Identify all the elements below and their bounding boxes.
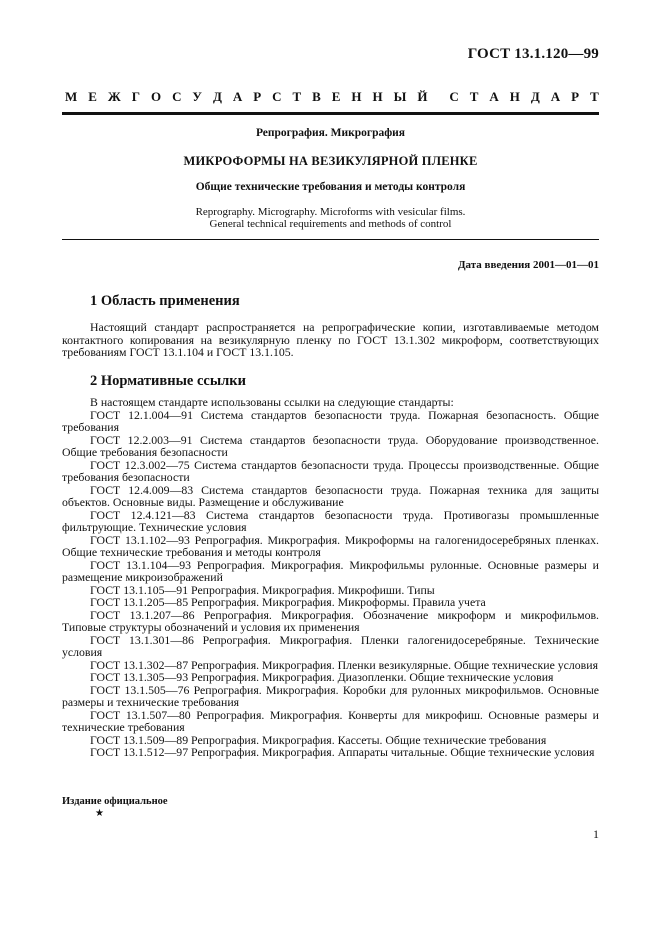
banner-letter: С [449, 89, 459, 104]
reference-item: ГОСТ 13.1.512—97 Репрография. Микрография. Аппараты читальные. Общие технические условия [90, 745, 595, 759]
reference-item: ГОСТ 13.1.102—93 Репрография. Микрография. Микроформы на галогенидосеребряных пленках. Общие технические требования и методы контроля [62, 532, 599, 559]
banner-letter: А [232, 89, 243, 104]
reference-item: ГОСТ 13.1.505—76 Репрография. Микрография. Коробки для рулонных микрофильмов. Основные размеры и технические требования [62, 682, 599, 709]
banner-letter: Т [292, 89, 302, 104]
banner-letter: Т [590, 89, 599, 104]
introduction-date: Дата введения 2001—01—01 [457, 259, 599, 271]
section-1-text: Настоящий стандарт распространяется на репрографические копии, изготавливаемые методом контактного копирования на везикулярную пленку по ГОСТ 13.1.302 микроформ, соответствующих требованиям ГОСТ 13.1.104 и ГОСТ 13.1.105. [62, 320, 599, 359]
english-title [62, 206, 599, 230]
banner-letter: А [550, 89, 561, 104]
banner-letter: М [65, 89, 78, 104]
banner-letter: Н [351, 89, 362, 104]
banner-letter: У [192, 89, 202, 104]
reference-item: ГОСТ 13.1.509—89 Репрография. Микрография. Кассеты. Общие технические требования [90, 732, 547, 747]
banner-letter: Д [530, 89, 540, 104]
references-intro: В настоящем стандарте использованы ссылки на следующие стандарты: [90, 395, 454, 409]
reference-item: ГОСТ 12.1.004—91 Система стандартов безопасности труда. Пожарная безопасность. Общие требования [62, 407, 599, 434]
banner-letter: Г [131, 89, 140, 104]
page-number: 1 [593, 827, 599, 841]
interstate-standard-banner [65, 89, 599, 105]
normative-references-list [62, 396, 599, 759]
banner-letter: В [312, 89, 321, 104]
reference-item: ГОСТ 12.2.003—91 Система стандартов безопасности труда. Оборудование производственное. Общие требования безопасности [62, 432, 599, 459]
document-topic: Репрография. Микрография [255, 127, 406, 139]
english-title-line-1: Reprography. Micrography. Microforms with vesicular films. [195, 206, 466, 218]
reference-item: ГОСТ 12.3.002—75 Система стандартов безопасности труда. Процессы производственные. Общие требования безопасности [62, 457, 599, 484]
reference-item: ГОСТ 12.4.009—83 Система стандартов безопасности труда. Пожарная техника для защиты объектов. Основные виды. Размещение и обслуживание [62, 482, 599, 509]
banner-letter: Н [372, 89, 383, 104]
reference-item: ГОСТ 13.1.205—85 Репрография. Микрография. Микроформы. Правила учета [90, 595, 486, 609]
reference-item: ГОСТ 13.1.105—91 Репрография. Микрография. Микрофиши. Типы [90, 582, 435, 597]
banner-letter: Н [509, 89, 520, 104]
document-title: МИКРОФОРМЫ НА ВЕЗИКУЛЯРНОЙ ПЛЕНКЕ [183, 154, 478, 168]
reference-item: ГОСТ 12.4.121—83 Система стандартов безопасности труда. Противогазы промышленные фильтрующие. Технические условия [62, 507, 599, 534]
reference-item: ГОСТ 13.1.301—86 Репрография. Микрография. Пленки галогенидосеребряные. Технические условия [62, 632, 599, 659]
banner-letter: Д [212, 89, 222, 104]
section-2-heading: 2 Нормативные ссылки [90, 373, 246, 389]
document-subtitle: Общие технические требования и методы контроля [195, 181, 466, 193]
reference-item: ГОСТ 13.1.305—93 Репрография. Микрография. Диазопленки. Общие технические условия [90, 670, 554, 684]
reference-item: ГОСТ 13.1.104—93 Репрография. Микрография. Микрофильмы рулонные. Основные размеры и размещение микроизображений [62, 557, 599, 584]
banner-letter: Й [417, 89, 428, 104]
reference-item: ГОСТ 13.1.302—87 Репрография. Микрография. Пленки везикулярные. Общие технические условия [90, 657, 598, 672]
banner-letter: С [272, 89, 282, 104]
english-title-line-2: General technical requirements and methods of control [209, 218, 452, 230]
reference-item: ГОСТ 13.1.507—80 Репрография. Микрография. Конверты для микрофиш. Основные размеры и технические требования [62, 707, 599, 734]
section-1-heading: 1 Область применения [90, 293, 240, 309]
banner-letter: Т [469, 89, 479, 104]
standard-number: ГОСТ 13.1.120—99 [467, 46, 599, 62]
banner-letter: Е [88, 89, 97, 104]
banner-letter: Р [253, 89, 262, 104]
banner-letter: Ы [393, 89, 407, 104]
title-divider [62, 239, 599, 240]
banner-letter: Ж [107, 89, 121, 104]
star-icon: ★ [95, 808, 104, 819]
header-rule [62, 112, 599, 115]
official-edition-label: Издание официальное [62, 796, 168, 807]
reference-item: ГОСТ 13.1.207—86 Репрография. Микрография. Обозначение микроформ и микрофильмов. Типовые структуры обозначений и условия их применения [62, 607, 599, 634]
banner-letter: С [172, 89, 182, 104]
banner-letter: Е [331, 89, 341, 104]
banner-letter: Р [571, 89, 580, 104]
banner-letter: О [150, 89, 162, 104]
banner-letter: А [489, 89, 499, 104]
